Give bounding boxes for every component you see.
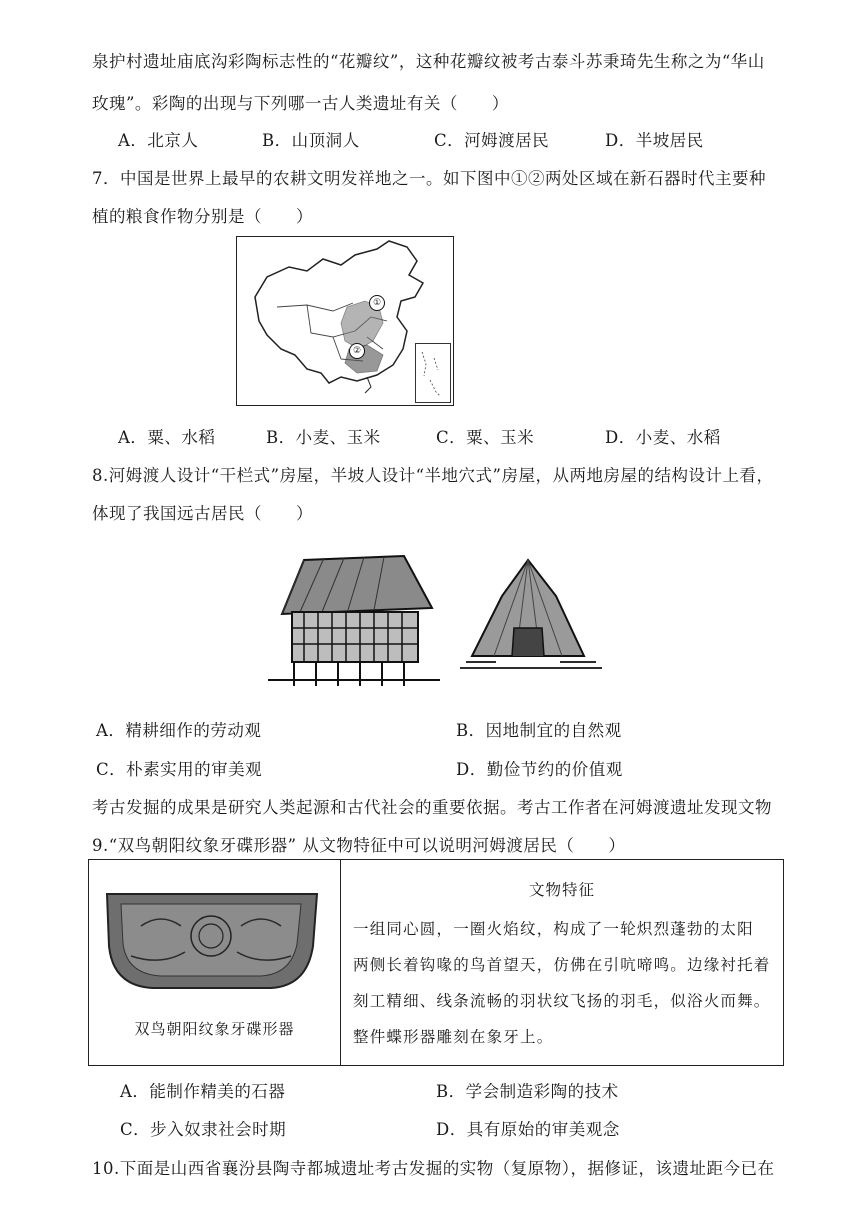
artifact-table bbox=[88, 859, 784, 1066]
q6-option-d: D．半坡居民 bbox=[605, 131, 704, 150]
semi-subterranean-house-illustration bbox=[456, 556, 606, 690]
map-marker-2: ② bbox=[349, 343, 365, 359]
q9-text-line-1: 9.“双鸟朝阳纹象牙碟形器” 从文物特征中可以说明河姆渡居民（ ） bbox=[92, 836, 626, 855]
feature-line-1: 一组同心圆，一圈火焰纹，构成了一轮炽烈蓬勃的太阳 bbox=[353, 920, 754, 938]
q9-option-a: A．能制作精美的石器 bbox=[120, 1082, 286, 1101]
feature-line-4: 整件蝶形器雕刻在象牙上。 bbox=[353, 1028, 554, 1046]
q6-option-a: A．北京人 bbox=[118, 131, 199, 150]
q9-option-d: D．具有原始的审美观念 bbox=[436, 1120, 620, 1139]
q9-intro-text: 考古发掘的成果是研究人类起源和古代社会的重要依据。考古工作者在河姆渡遗址发现文物 bbox=[92, 798, 772, 817]
features-title: 文物特征 bbox=[528, 881, 595, 899]
q8-option-b: B．因地制宜的自然观 bbox=[456, 721, 622, 740]
q6-option-c: C．河姆渡居民 bbox=[434, 131, 550, 150]
q9-option-b: B．学会制造彩陶的技术 bbox=[436, 1082, 619, 1101]
q6-text-line-1: 泉护村遗址庙底沟彩陶标志性的“花瓣纹”，这种花瓣纹被考古泰斗苏秉琦先生称之为“华山 bbox=[92, 52, 765, 71]
q7-option-a: A．粟、水稻 bbox=[118, 428, 216, 447]
q8-text-line-2: 体现了我国远古居民（ ） bbox=[92, 504, 313, 523]
ivory-butterfly-artifact-image bbox=[101, 886, 323, 994]
inset-islands bbox=[416, 344, 450, 402]
q7-option-c: C．粟、玉米 bbox=[436, 428, 535, 447]
stilt-house-illustration bbox=[264, 552, 444, 696]
artifact-features-cell bbox=[341, 860, 783, 1065]
artifact-image-cell bbox=[89, 860, 341, 1065]
q6-option-b: B．山顶洞人 bbox=[262, 131, 360, 150]
q8-option-c: C．朴素实用的审美观 bbox=[96, 760, 263, 779]
q7-option-b: B．小麦、玉米 bbox=[266, 428, 381, 447]
q8-option-a: A．精耕细作的劳动观 bbox=[96, 721, 262, 740]
south-china-sea-inset bbox=[415, 343, 451, 403]
map-marker-1: ① bbox=[369, 295, 385, 311]
china-map bbox=[236, 236, 454, 406]
q8-text-line-1: 8.河姆渡人设计“干栏式”房屋，半坡人设计“半地穴式”房屋，从两地房屋的结构设计上看， bbox=[92, 466, 774, 485]
q9-option-c: C．步入奴隶社会时期 bbox=[120, 1120, 287, 1139]
feature-line-3: 刻工精细、线条流畅的羽状纹飞扬的羽毛，似浴火而舞。 bbox=[353, 992, 771, 1010]
q7-text-line-2: 植的粮食作物分别是（ ） bbox=[92, 207, 313, 226]
artifact-caption: 双鸟朝阳纹象牙碟形器 bbox=[134, 1020, 295, 1038]
q7-text-line-1: 7．中国是世界上最早的农耕文明发祥地之一。如下图中①②两处区域在新石器时代主要种 bbox=[92, 169, 766, 188]
feature-line-2: 两侧长着钩喙的鸟首望天，仿佛在引吭啼鸣。边缘衬托着 bbox=[353, 956, 771, 974]
q7-option-d: D．小麦、水稻 bbox=[605, 428, 721, 447]
q6-text-line-2: 玫瑰”。彩陶的出现与下列哪一古人类遗址有关（ ） bbox=[92, 94, 509, 113]
q10-text-line-1: 10.下面是山西省襄汾县陶寺都城遗址考古发掘的实物（复原物），据修证，该遗址距今已在 bbox=[92, 1159, 775, 1178]
q8-option-d: D．勤俭节约的价值观 bbox=[456, 760, 623, 779]
